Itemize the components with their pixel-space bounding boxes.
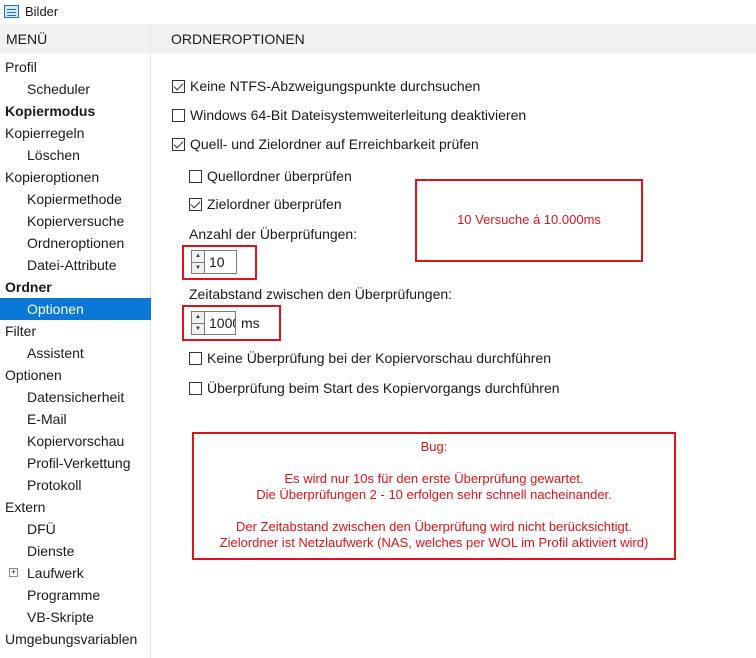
bug-note-line: Es wird nur 10s für den erste Überprüfung gewartet.	[284, 471, 584, 486]
spin-down-icon[interactable]: ▼	[192, 262, 204, 274]
sidebar-item[interactable]	[0, 78, 151, 100]
interval-unit: ms	[241, 315, 260, 331]
sidebar-item[interactable]	[0, 56, 151, 78]
sidebar-item-label: Dienste	[27, 543, 75, 559]
label-source-check: Quellordner überprüfen	[207, 168, 352, 184]
sidebar-item-label: VB-Skripte	[27, 609, 94, 625]
sidebar-item-label: Extern	[5, 499, 46, 515]
window-title: Bilder	[25, 4, 59, 19]
sidebar-item[interactable]	[0, 452, 151, 474]
checkbox-source-check[interactable]	[189, 170, 202, 183]
sidebar-item[interactable]	[0, 100, 151, 122]
sidebar-item[interactable]	[0, 474, 151, 496]
bug-note-line: Der Zeitabstand zwischen den Überprüfung wird nicht berücksichtigt.	[236, 519, 632, 534]
sidebar-item-label: Löschen	[27, 147, 80, 163]
checkbox-start-check[interactable]	[189, 382, 202, 395]
sidebar-menu	[0, 24, 151, 658]
sidebar-item-label: E-Mail	[27, 411, 67, 427]
sidebar-item-label: Kopieroptionen	[5, 169, 100, 185]
checkbox-win64-redirect[interactable]	[172, 109, 185, 122]
sidebar-item[interactable]	[0, 342, 151, 364]
sidebar-item-label: Kopierregeln	[5, 125, 85, 141]
bug-note-line	[192, 503, 676, 519]
sidebar-item-label: DFÜ	[27, 521, 56, 537]
sidebar-item-label: Laufwerk	[27, 565, 84, 581]
option-reachability[interactable]	[172, 134, 479, 154]
sidebar-item-label: Datensicherheit	[27, 389, 125, 405]
option-start-check[interactable]	[189, 378, 560, 398]
sidebar-item[interactable]	[0, 144, 151, 166]
sidebar-item[interactable]	[0, 320, 151, 342]
sidebar-item[interactable]	[0, 232, 151, 254]
sidebar-item[interactable]	[0, 606, 151, 628]
window-list-icon	[4, 5, 19, 18]
sidebar-item[interactable]	[0, 584, 151, 606]
sidebar-item[interactable]	[0, 430, 151, 452]
label-reachability: Quell- und Zielordner auf Erreichbarkeit prüfen	[190, 136, 479, 152]
sidebar-item[interactable]	[0, 518, 151, 540]
sidebar-item-label: Ordneroptionen	[27, 235, 125, 251]
sidebar-item-label: Profil-Verkettung	[27, 455, 131, 471]
sidebar-item-label: Assistent	[27, 345, 84, 361]
sidebar-item-label: Kopierversuche	[27, 213, 125, 229]
count-label: Anzahl der Überprüfungen:	[189, 226, 358, 242]
sidebar-item[interactable]	[0, 364, 151, 386]
bug-note-line: Bug:	[420, 439, 448, 454]
sidebar-item[interactable]	[0, 562, 151, 584]
sidebar-header: MENÜ	[0, 24, 150, 54]
label-ntfs: Keine NTFS-Abzweigungspunkte durchsuchen	[190, 78, 481, 94]
option-no-preview-check[interactable]	[189, 348, 551, 368]
option-source-check[interactable]	[189, 166, 352, 186]
sidebar-item-label: Ordner	[5, 279, 52, 295]
annotation-small-text: 10 Versuche á 10.000ms	[457, 212, 601, 227]
sidebar-item-label: Datei-Attribute	[27, 257, 117, 273]
sidebar-item-label: Filter	[5, 323, 37, 339]
sidebar-item-label: Profil	[5, 59, 37, 75]
sidebar-item[interactable]	[0, 276, 151, 298]
checkbox-target-check[interactable]	[189, 198, 202, 211]
checkbox-no-preview-check[interactable]	[189, 352, 202, 365]
highlight-interval	[182, 305, 281, 341]
sidebar-item-label: Protokoll	[27, 477, 82, 493]
sidebar-item[interactable]	[0, 540, 151, 562]
sidebar-item-label: Kopiermethode	[27, 191, 122, 207]
checkbox-ntfs[interactable]	[172, 80, 185, 93]
bug-note	[192, 439, 676, 551]
option-ntfs[interactable]	[172, 76, 480, 96]
sidebar-item[interactable]	[0, 210, 151, 232]
sidebar-item-label: Kopiervorschau	[27, 433, 125, 449]
spin-up-icon[interactable]: ▲	[195, 314, 201, 321]
checkbox-reachability[interactable]	[172, 138, 185, 151]
title-bar	[0, 0, 756, 24]
label-target-check: Zielordner überprüfen	[207, 196, 342, 212]
sidebar-item[interactable]	[0, 386, 151, 408]
option-target-check[interactable]	[189, 194, 342, 214]
section-title: ORDNEROPTIONEN	[151, 24, 756, 54]
sidebar-item-label: Optionen	[5, 367, 62, 383]
sidebar-item[interactable]	[0, 496, 151, 518]
label-win64-redirect: Windows 64-Bit Dateisystemweiterleitung deaktivieren	[190, 107, 527, 123]
option-win64-redirect[interactable]	[172, 105, 526, 125]
highlight-count	[182, 245, 257, 280]
sidebar-item[interactable]	[0, 122, 151, 144]
sidebar-item[interactable]	[0, 254, 151, 276]
sidebar-item[interactable]	[0, 298, 151, 320]
interval-label: Zeitabstand zwischen den Überprüfungen:	[189, 286, 453, 302]
sidebar-item[interactable]	[0, 628, 151, 650]
sidebar-item-label: Scheduler	[27, 81, 91, 97]
sidebar-item[interactable]	[0, 166, 151, 188]
sidebar-item-label: Umgebungsvariablen	[5, 631, 138, 647]
sidebar-item-label: Programme	[27, 587, 101, 603]
label-start-check: Überprüfung beim Start des Kopiervorgangs durchführen	[207, 380, 560, 396]
spin-up-icon[interactable]: ▲	[195, 253, 201, 260]
bug-note-line	[192, 455, 676, 471]
sidebar-item[interactable]	[0, 188, 151, 210]
expand-icon[interactable]: +	[10, 567, 17, 577]
sidebar-item-label: Optionen	[27, 301, 84, 317]
bug-note-line: Die Überprüfungen 2 - 10 erfolgen sehr schnell nacheinander.	[256, 487, 612, 502]
label-no-preview-check: Keine Überprüfung bei der Kopiervorschau durchführen	[207, 350, 551, 366]
sidebar-item[interactable]	[0, 408, 151, 430]
bug-note-line: Zielordner ist Netzlaufwerk (NAS, welches per WOL im Profil aktiviert wird)	[219, 535, 649, 550]
sidebar-item-label: Kopiermodus	[5, 103, 96, 119]
spin-down-icon[interactable]: ▼	[192, 323, 204, 335]
